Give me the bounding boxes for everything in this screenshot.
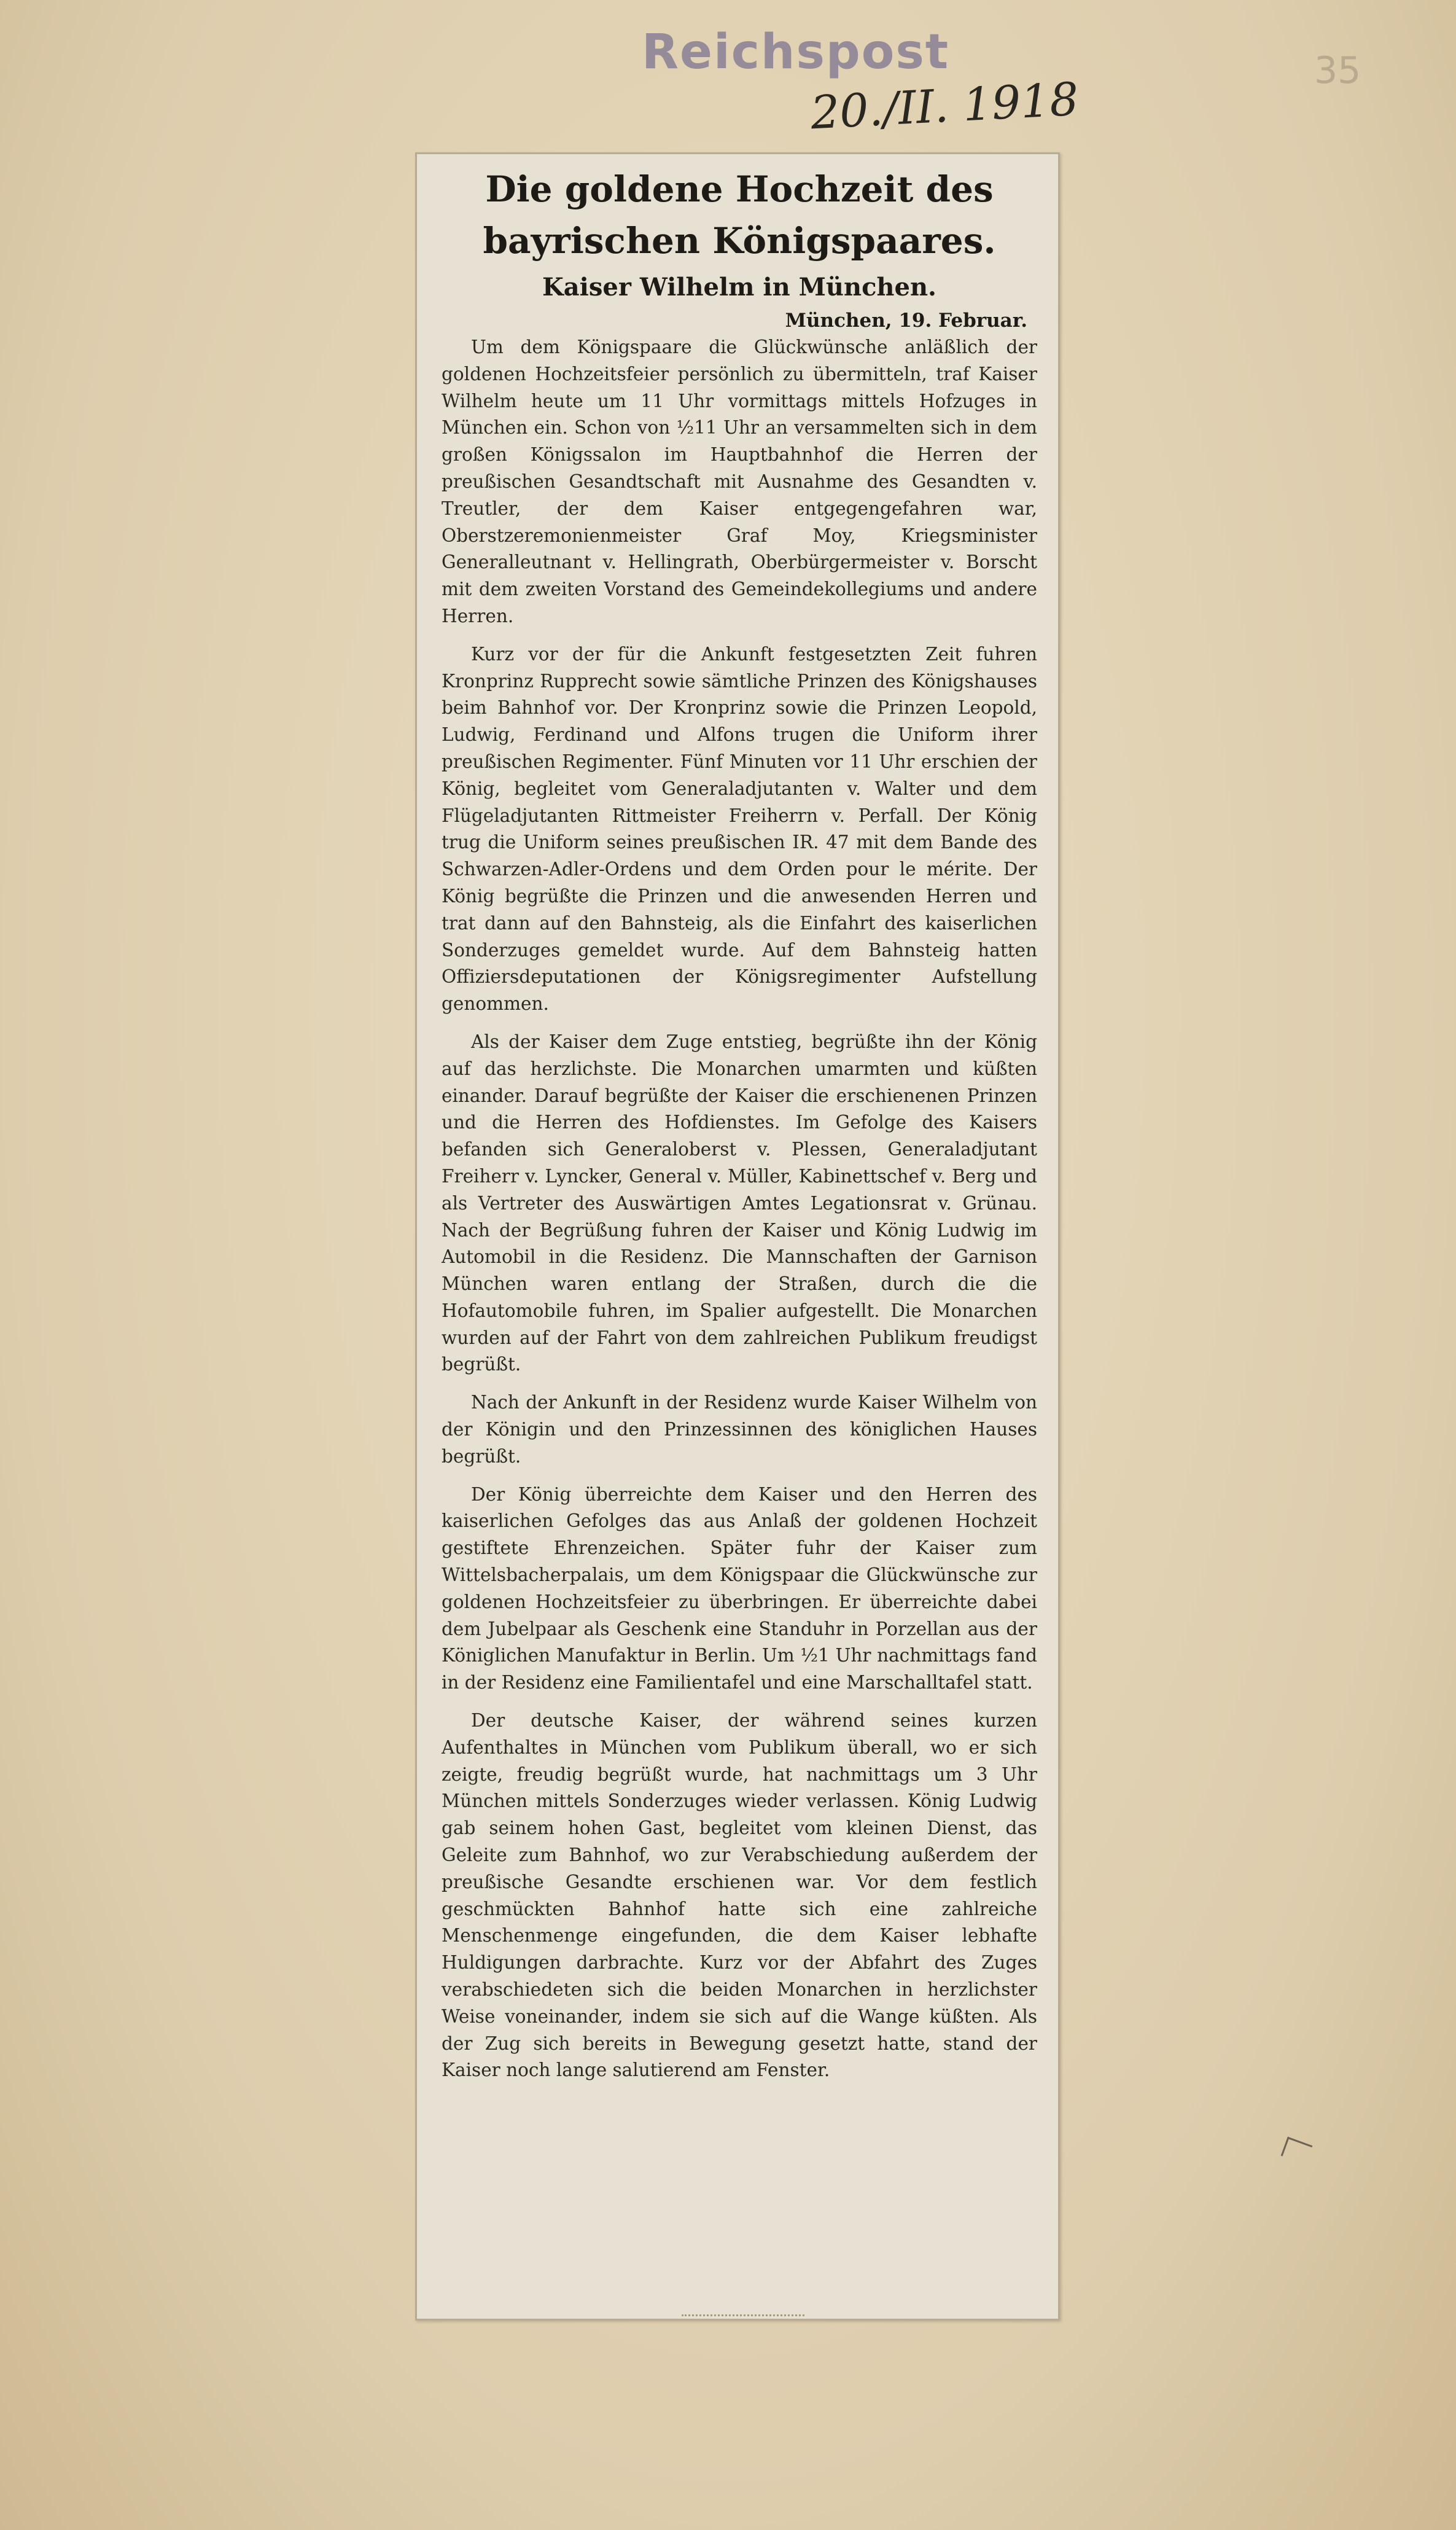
pencil-tick-mark [1281,2137,1313,2165]
dateline: München, 19. Februar. [785,310,1027,332]
headline-line-1: Die goldene Hochzeit des [485,168,994,210]
newspaper-clipping [415,152,1060,2321]
newspaper-stamp: Reichspost [642,25,950,80]
article [442,163,1037,2084]
clipping-torn-edge [682,2314,804,2319]
article-paragraph: Als der Kaiser dem Zuge entstieg, begrüßte ihn der König auf das herzlichste. Die Monarchen umarmten und küßten einander. Darauf begrüßte der Kaiser die erschienenen Prinzen und die Herren des Hofdienstes. Im Gefolge des Kaisers befanden sich Generaloberst v. Plessen, Generaladjutant Freiherr v. Lyncker, General v. Müller, Kabinettschef v. Berg und als Vertreter des Auswärtigen Amtes Legationsrat v. Grünau. Nach der Begrüßung fuhren der Kaiser und König Ludwig im Automobil in die Residenz. Die Mannschaften der Garnison München waren entlang der Straßen, durch die die Hofautomobile fuhren, im Spalier aufgestellt. Die Monarchen wurden auf der Fahrt von dem zahlreichen Publikum freudigst begrüßt. [442,1031,1037,1375]
pencil-page-number: 35 [1314,49,1361,92]
headline-line-2: bayrischen Königspaares. [483,220,996,262]
handwritten-date: 20./II. 1918 [809,72,1080,140]
article-paragraph: Kurz vor der für die Ankunft festgesetzten Zeit fuhren Kronprinz Rupprecht sowie sämtliche Prinzen des Königshauses beim Bahnhof vor. Der Kronprinz sowie die Prinzen Leopold, Ludwig, Ferdinand und Alfons trugen die Uniform ihrer preußischen Regimenter. Fünf Minuten vor 11 Uhr erschien der König, begleitet vom Generaladjutanten v. Walter und dem Flügeladjutanten Rittmeister Freiherrn v. Perfall. Der König trug die Uniform seines preußischen IR. 47 mit dem Bande des Schwarzen-Adler-Ordens und dem Orden pour le mérite. Der König begrüßte die Prinzen und die anwesenden Herren und trat dann auf den Bahnsteig, als die Einfahrt des kaiserlichen Sonderzuges gemeldet wurde. Auf dem Bahnsteig hatten Offiziersdeputationen der Königsregimenter Aufstellung genommen. [442,643,1037,1015]
article-paragraph: Nach der Ankunft in der Residenz wurde Kaiser Wilhelm von der Königin und den Prinzessinnen des königlichen Hauses begrüßt. [442,1392,1037,1467]
article-paragraph: Der deutsche Kaiser, der während seines kurzen Aufenthaltes in München vom Publikum überall, wo er sich zeigte, freudig begrüßt wurde, hat nachmittags um 3 Uhr München mittels Sonderzuges wieder verlassen. König Ludwig gab seinem hohen Gast, begleitet vom kleinen Dienst, das Geleite zum Bahnhof, wo zur Verabschiedung außerdem der preußische Gesandte erschienen war. Vor dem festlich geschmückten Bahnhof hatte sich eine zahlreiche Menschenmenge eingefunden, die dem Kaiser lebhafte Huldigungen darbrachte. Kurz vor der Abfahrt des Zuges verabschiedeten sich die beiden Monarchen in herzlichster Weise voneinander, indem sie sich auf die Wange küßten. Als der Zug sich bereits in Bewegung gesetzt hatte, stand der Kaiser noch lange salutierend am Fenster. [442,1710,1037,2081]
subheadline: Kaiser Wilhelm in München. [542,273,936,302]
article-paragraph: Um dem Königspaare die Glückwünsche anläßlich der goldenen Hochzeitsfeier persönlich zu übermitteln, traf Kaiser Wilhelm heute um 11 Uhr vormittags mittels Hofzuges in München ein. Schon von ½11 Uhr an versammelten sich in dem großen Königssalon im Hauptbahnhof die Herren der preußischen Gesandtschaft mit Ausnahme des Gesandten v. Treutler, der dem Kaiser entgegengefahren war, Oberstzeremonienmeister Graf Moy, Kriegsminister Generalleutnant v. Hellingrath, Oberbürgermeister v. Borscht mit dem zweiten Vorstand des Gemeindekollegiums und andere Herren. [442,337,1037,627]
article-paragraph: Der König überreichte dem Kaiser und den Herren des kaiserlichen Gefolges das aus Anlaß der goldenen Hochzeit gestiftete Ehrenzeichen. Später fuhr der Kaiser zum Wittelsbacherpalais, um dem Königspaar die Glückwünsche zur goldenen Hochzeitsfeier zu überbringen. Er überreichte dabei dem Jubelpaar als Geschenk eine Standuhr in Porzellan aus der Königlichen Manufaktur in Berlin. Um ½1 Uhr nachmittags fand in der Residenz eine Familientafel und eine Marschalltafel statt. [442,1483,1037,1693]
